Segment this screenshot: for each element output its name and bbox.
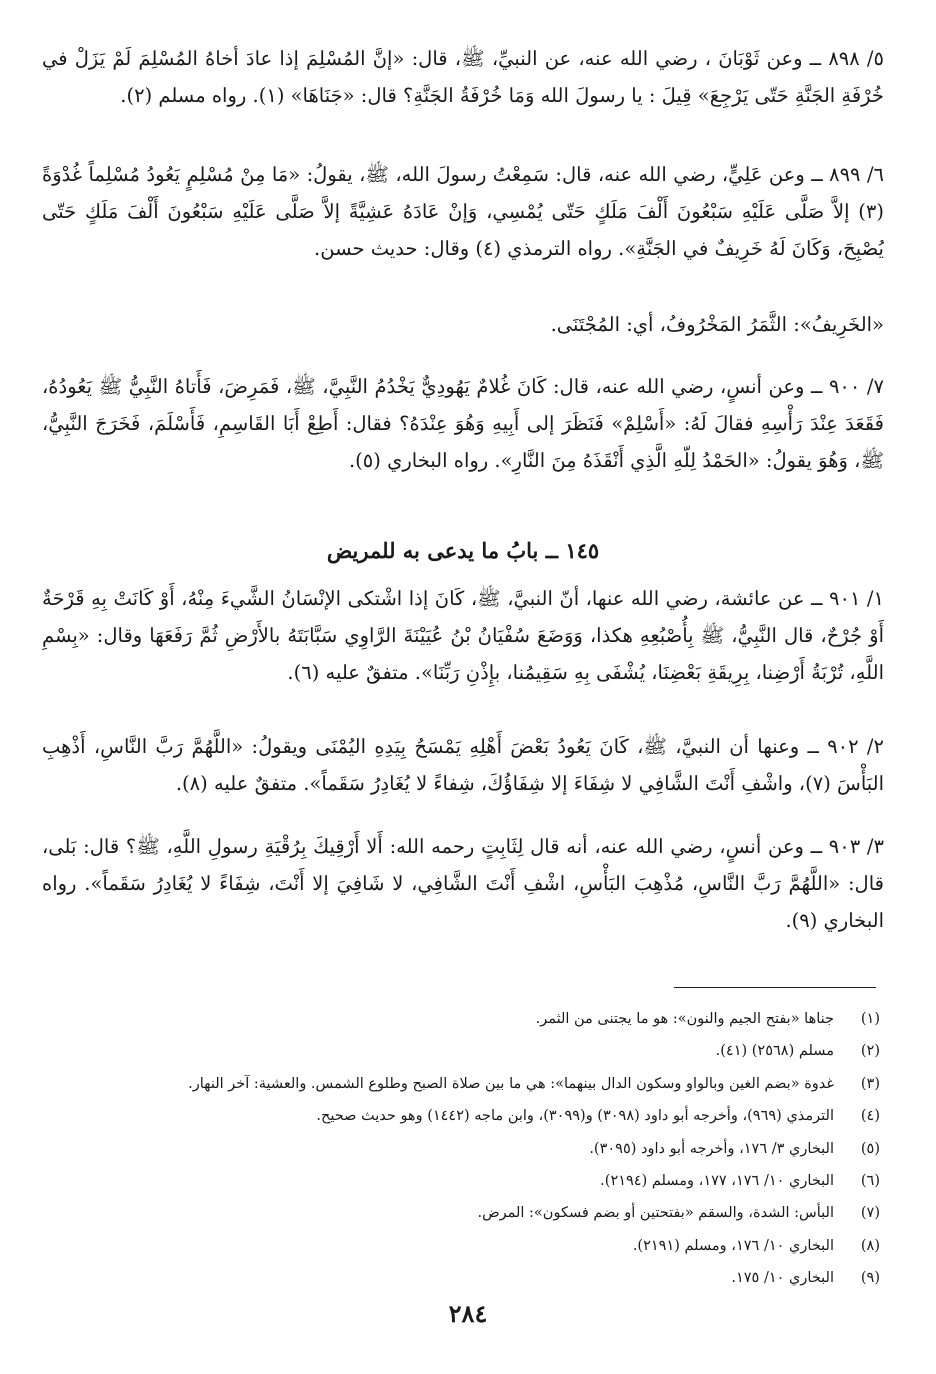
footnote — [60, 1230, 880, 1262]
footnote-text: البخاري ١٠/ ١٧٥. — [731, 1270, 834, 1287]
footnote-text: الترمذي (٩٦٩)، وأخرجه أبو داود (٣٠٩٨) و(٣٠٩٩)، وابن ماجه (١٤٤٢) وهو حديث صحيح. — [316, 1108, 834, 1125]
footnote-number: (٤) — [860, 1108, 880, 1125]
footnote-text: البخاري ٣/ ١٧٦، وأخرجه أبو داود (٣٠٩٥). — [589, 1140, 834, 1157]
footnote-number: (١) — [860, 1011, 880, 1027]
footnote-number: (٢) — [860, 1043, 880, 1060]
hadith-898: ٥/ ٨٩٨ ــ وعن ثَوْبَانَ ، رضي الله عنه، عن النبيِّ، ﷺ، قال: «إنَّ المُسْلِمَ إذا عادَ أخاهُ المُسْلِمَ لَمْ يَزَلْ في خُرْفَةِ الجَنَّةِ حَتّى يَرْجِعَ» قِيلَ : يا رسولَ الله وَمَا خُرْفَةُ الجَنَّةِ؟ قال: «جَنَاهَا» (١). رواه مسلم (٢). — [42, 47, 884, 107]
hadith-902: ٢/ ٩٠٢ ــ وعنها أن النبيَّ، ﷺ، كَانَ يَعُودُ بَعْضَ أَهْلِهِ يَمْسَحُ بِيَدِهِ اليُمْنَى ويقولُ: «اللَّهُمَّ رَبَّ النَّاسِ، أَذْهِبِ البَأْسَ (٧)، واشْفِ أَنْتَ الشَّافِي لا شِفَاءَ إلا شِفَاؤُكَ، شِفاءً لا يُغَادِرُ سَقَماً». متفقٌ عليه (٨). — [42, 735, 884, 795]
hadith-903: ٣/ ٩٠٣ ــ وعن أنسٍ، رضي الله عنه، أنه قال لِثَابِتٍ رحمه الله: أَلا أَرْقِيكَ بِرُقْيَةِ رسولِ اللَّهِ، ﷺ؟ قال: بَلى، قال: «اللَّهُمَّ رَبَّ النَّاسِ، مُذْهِبَ البَأْسِ، اشْفِ أَنْتَ الشَّافِي، لا شَافِيَ إلا أَنْتَ، شِفَاءً لا يُغَادِرُ سَقَماً». رواه البخاري (٩). — [42, 835, 884, 932]
footnotes-list — [60, 1003, 880, 1295]
footnote — [60, 1068, 880, 1100]
footnote — [60, 1165, 880, 1197]
footnote-text: غدوة «بضم الغين وبالواو وسكون الدال بينهما»: هي ما بين صلاة الصبح وطلوع الشمس. والعشية: آخر النهار. — [188, 1075, 834, 1092]
hadith-899-gloss: «الخَرِيفُ»: الثَّمَرُ المَخْرُوفُ، أي: المُجْتَنَى. — [550, 313, 884, 336]
hadith-900: ٧/ ٩٠٠ ــ وعن أنسٍ، رضي الله عنه، قال: كَانَ غُلامٌ يَهُودِيٌّ يَخْدُمُ النَّبِيَّ، ﷺ، فَمَرِضَ، فَأَتاهُ النَّبِيُّ ﷺ يَعُودُهُ، فَقَعَدَ عِنْدَ رَأْسِهِ فقالَ لَهُ: «أَسْلِمْ» فَنَظَرَ إلى أَبِيهِ وَهُوَ عِنْدَهُ؟ فقال: أَطِعْ أَبَا القَاسِمِ، فَأَسْلَمَ، فَخَرَجَ النَّبِيُّ، ﷺ، وَهُوَ يقولُ: «الحَمْدُ لِلّهِ الَّذِي أَنْقَذَهُ مِنَ النَّارِ». رواه البخاري (٥). — [42, 375, 884, 472]
footnote-number: (٧) — [860, 1205, 880, 1222]
footnote-number: (٩) — [860, 1270, 880, 1287]
hadith-901: ١/ ٩٠١ ــ عن عائشة، رضي الله عنها، أنّ النبيَّ، ﷺ، كَانَ إذا اشْتكى الإنْسَانُ الشَّيءَ مِنْهُ، أَوْ كَانَتْ بِهِ قَرْحَةٌ أَوْ جُرْحٌ، قال النَّبِيُّ، ﷺ بِأُصْبُعِهِ هكذا، وَوَضَعَ سُفْيَانُ بْنُ عُيَيْنَةَ الرَّاوِي سَبَّابَتَهُ بالأَرْضِ ثُمَّ رَفَعَهَا وقال: «بِسْمِ اللَّهِ، تُرْبَةُ أَرْضِنا، بِرِيقَةِ بَعْضِنَا، يُشْفَى بِهِ سَقِيمُنا، بإِذْنِ رَبِّنَا». متفقٌ عليه (٦). — [42, 587, 884, 684]
footnote-text: البأس: الشدة، والسقم «بفتحتين أو بضم فسكون»: المرض. — [477, 1205, 834, 1222]
hadith-899: ٦/ ٨٩٩ ــ وعن عَلِيٍّ، رضي الله عنه، قال: سَمِعْتُ رسولَ الله، ﷺ، يقولُ: «مَا مِنْ مُسْلِمٍ يَعُودُ مُسْلِماً غُدْوَةً (٣) إلاَّ صَلَّى عَلَيْهِ سَبْعُونَ أَلْفَ مَلَكٍ حَتّى يُمْسِي، وَإنْ عَادَهُ عَشِيَّةً إلاَّ صَلَّى عَلَيْهِ سَبْعُونَ أَلْفَ مَلَكٍ حَتّى يُصْبِحَ، وَكَانَ لَهُ خَرِيفٌ في الجَنَّةِ». رواه الترمذي (٤) وقال: حديث حسن. — [42, 163, 884, 260]
footnote — [60, 1035, 880, 1067]
footnote-text: البخاري ١٠/ ١٧٦، ومسلم (٢١٩١). — [632, 1237, 834, 1254]
footnote — [60, 1003, 880, 1035]
footnote — [60, 1133, 880, 1165]
footnote-divider — [674, 987, 876, 988]
footnote-number: (٣) — [860, 1075, 880, 1092]
footnote-text: جناها «بفتح الجيم والنون»: هو ما يجتنى من الثمر. — [535, 1011, 834, 1027]
chapter-heading: ١٤٥ ــ بابُ ما يدعى به للمريض — [326, 538, 600, 563]
footnote-number: (٥) — [860, 1140, 880, 1157]
footnote-text: مسلم (٢٥٦٨) (٤١). — [715, 1043, 834, 1060]
footnote — [60, 1100, 880, 1132]
footnote-number: (٦) — [860, 1172, 880, 1189]
footnote-text: البخاري ١٠/ ١٧٦، ١٧٧، ومسلم (٢١٩٤). — [600, 1172, 834, 1189]
page-number: ٢٨٤ — [448, 1299, 488, 1328]
footnote — [60, 1262, 880, 1294]
footnote-number: (٨) — [860, 1237, 880, 1254]
footnote — [60, 1197, 880, 1229]
